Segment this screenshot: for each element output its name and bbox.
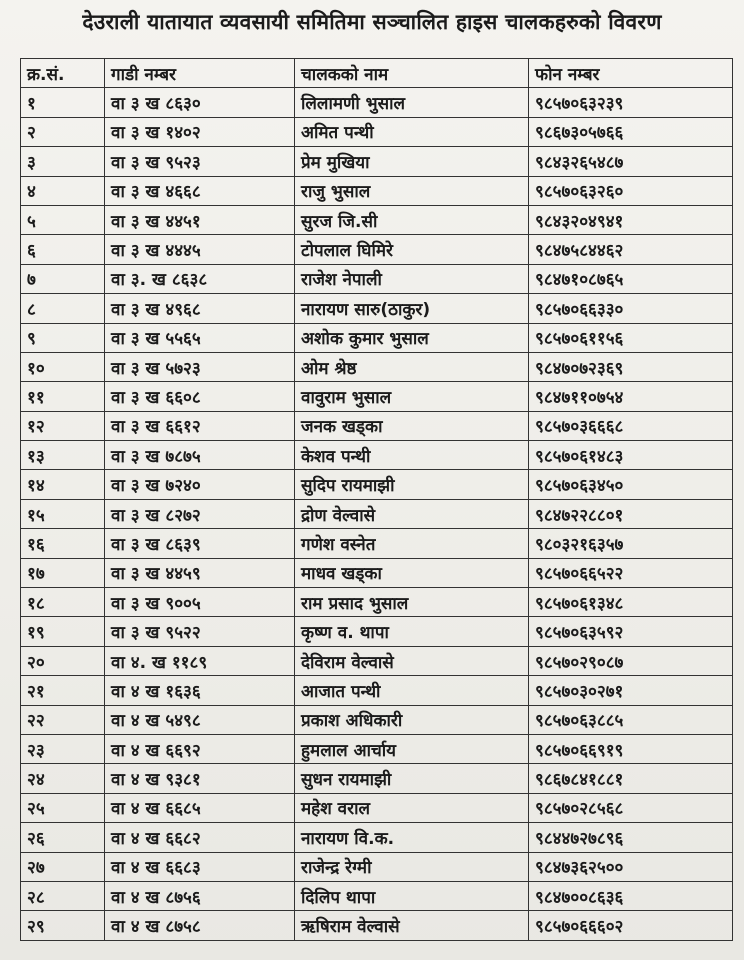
serial-cell: २४ [21,764,105,793]
table-row [21,676,733,705]
table-row [21,323,733,352]
vehicle-number-cell: वा ४ ख ५४९८ [105,705,295,734]
driver-name-cell: केशव पन्थी [295,441,529,470]
phone-number-cell: ९८४७३६२५०० [529,852,733,881]
driver-name-cell: टोपलाल घिमिरे [295,235,529,264]
driver-name-cell: ऋषिराम वेल्वासे [295,911,529,940]
driver-name-cell: राजेश नेपाली [295,264,529,293]
vehicle-number-cell: वा ३ ख ४४५१ [105,205,295,234]
vehicle-number-cell: वा ३ ख ६६१२ [105,411,295,440]
serial-cell: २९ [21,911,105,940]
vehicle-number-cell: वा ३ ख ५७२३ [105,352,295,381]
serial-cell: १० [21,352,105,381]
serial-cell: ९ [21,323,105,352]
driver-name-cell: सुदिप रायमाझी [295,470,529,499]
phone-number-cell: ९८५७०६१४८३ [529,441,733,470]
driver-table [20,58,733,941]
phone-number-cell: ९८४३२०४९४१ [529,205,733,234]
vehicle-number-cell: वा ३ ख ७२४० [105,470,295,499]
vehicle-number-cell: वा ३ ख ८२७२ [105,499,295,528]
phone-number-cell: ९८४४७२७८९६ [529,823,733,852]
driver-name-cell: नारायण सारु(ठाकुर) [295,294,529,323]
header-vehicle-number: गाडी नम्बर [105,59,295,88]
phone-number-cell: ९८४७११०७५४ [529,382,733,411]
driver-name-cell: प्रेम मुखिया [295,147,529,176]
table-row [21,793,733,822]
vehicle-number-cell: वा ३ ख ४४४५ [105,235,295,264]
table-row [21,470,733,499]
driver-name-cell: कृष्ण व. थापा [295,617,529,646]
vehicle-number-cell: वा ३ ख ४४५९ [105,558,295,587]
phone-number-cell: ९८५७०२८५६८ [529,793,733,822]
phone-number-cell: ९८५७०६११५६ [529,323,733,352]
serial-cell: २५ [21,793,105,822]
driver-name-cell: लिलामणी भुसाल [295,88,529,117]
driver-name-cell: अमित पन्थी [295,117,529,146]
vehicle-number-cell: वा ३ ख ९५२२ [105,617,295,646]
vehicle-number-cell: वा ४ ख ८७५८ [105,911,295,940]
serial-cell: ८ [21,294,105,323]
table-body [21,88,733,940]
serial-cell: ७ [21,264,105,293]
vehicle-number-cell: वा ४ ख ६६९२ [105,734,295,763]
vehicle-number-cell: वा ३ ख ४९६८ [105,294,295,323]
vehicle-number-cell: वा ३. ख ८६३८ [105,264,295,293]
serial-cell: १७ [21,558,105,587]
table-row [21,382,733,411]
header-phone-number: फोन नम्बर [529,59,733,88]
serial-cell: २१ [21,676,105,705]
table-row [21,734,733,763]
driver-name-cell: जनक खड्का [295,411,529,440]
driver-name-cell: नारायण वि.क. [295,823,529,852]
serial-cell: ४ [21,176,105,205]
serial-cell: ११ [21,382,105,411]
driver-name-cell: महेश वराल [295,793,529,822]
table-row [21,235,733,264]
serial-cell: १३ [21,441,105,470]
table-row [21,764,733,793]
driver-name-cell: ओम श्रेष्ठ [295,352,529,381]
phone-number-cell: ९८६७८४१८८१ [529,764,733,793]
vehicle-number-cell: वा ३ ख ८६३० [105,88,295,117]
vehicle-number-cell: वा ३ ख ४६६८ [105,176,295,205]
table-row [21,529,733,558]
vehicle-number-cell: वा ३ ख ८६३९ [105,529,295,558]
table-row [21,117,733,146]
serial-cell: १ [21,88,105,117]
phone-number-cell: ९८४७००८६३६ [529,881,733,910]
serial-cell: २२ [21,705,105,734]
driver-name-cell: वावुराम भुसाल [295,382,529,411]
driver-name-cell: दिलिप थापा [295,881,529,910]
phone-number-cell: ९८४७०७२३६९ [529,352,733,381]
phone-number-cell: ९८४७१०८७६५ [529,264,733,293]
driver-name-cell: देविराम वेल्वासे [295,646,529,675]
phone-number-cell: ९८५७०६६५२२ [529,558,733,587]
vehicle-number-cell: वा ३ ख ९००५ [105,588,295,617]
phone-number-cell: ९८४७५८४४६२ [529,235,733,264]
vehicle-number-cell: वा ४ ख ६६८२ [105,823,295,852]
vehicle-number-cell: वा ४ ख ९३८१ [105,764,295,793]
vehicle-number-cell: वा ३ ख ५५६५ [105,323,295,352]
driver-name-cell: हुमलाल आर्चाय [295,734,529,763]
phone-number-cell: ९८५७०६६३३० [529,294,733,323]
serial-cell: १९ [21,617,105,646]
table-row [21,147,733,176]
table-row [21,646,733,675]
phone-number-cell: ९८५७०६६९१९ [529,734,733,763]
table-row [21,441,733,470]
vehicle-number-cell: वा ३ ख ७८७५ [105,441,295,470]
serial-cell: २३ [21,734,105,763]
header-serial: क्र.सं. [21,59,105,88]
phone-number-cell: ९८४७२२८८०१ [529,499,733,528]
driver-name-cell: राम प्रसाद भुसाल [295,588,529,617]
driver-name-cell: माधव खड्का [295,558,529,587]
vehicle-number-cell: वा ४ ख ८७५६ [105,881,295,910]
table-header-row [21,59,733,88]
phone-number-cell: ९८५७०२९०८७ [529,646,733,675]
phone-number-cell: ९८०३२१६३५७ [529,529,733,558]
vehicle-number-cell: वा ४ ख ६६८३ [105,852,295,881]
driver-name-cell: द्रोण वेल्वासे [295,499,529,528]
table-row [21,499,733,528]
table-row [21,176,733,205]
vehicle-number-cell: वा ४. ख ११८९ [105,646,295,675]
table-row [21,411,733,440]
serial-cell: २८ [21,881,105,910]
phone-number-cell: ९८५७०६३२६० [529,176,733,205]
table-row [21,88,733,117]
table-row [21,264,733,293]
table-row [21,588,733,617]
driver-name-cell: गणेश वस्नेत [295,529,529,558]
table-row [21,352,733,381]
phone-number-cell: ९८५७०६३२३९ [529,88,733,117]
serial-cell: १५ [21,499,105,528]
header-driver-name: चालकको नाम [295,59,529,88]
vehicle-number-cell: वा ३ ख ६६०८ [105,382,295,411]
serial-cell: २ [21,117,105,146]
table-row [21,205,733,234]
driver-name-cell: सुरज जि.सी [295,205,529,234]
phone-number-cell: ९८५७०६६६०२ [529,911,733,940]
serial-cell: ३ [21,147,105,176]
driver-name-cell: सुधन रायमाझी [295,764,529,793]
serial-cell: १४ [21,470,105,499]
serial-cell: ६ [21,235,105,264]
phone-number-cell: ९८५७०६३४५० [529,470,733,499]
serial-cell: १२ [21,411,105,440]
driver-name-cell: प्रकाश अधिकारी [295,705,529,734]
document-title: देउराली यातायात व्यवसायी समितिमा सञ्चालित हाइस चालकहरुको विवरण [82,10,662,34]
phone-number-cell: ९८५७०६३५९२ [529,617,733,646]
serial-cell: १८ [21,588,105,617]
driver-name-cell: आजात पन्थी [295,676,529,705]
serial-cell: १६ [21,529,105,558]
vehicle-number-cell: वा ४ ख ६६८५ [105,793,295,822]
serial-cell: २७ [21,852,105,881]
serial-cell: ५ [21,205,105,234]
table-row [21,705,733,734]
serial-cell: २६ [21,823,105,852]
driver-name-cell: राजु भुसाल [295,176,529,205]
phone-number-cell: ९८५७०६१३४८ [529,588,733,617]
serial-cell: २० [21,646,105,675]
phone-number-cell: ९८६७३०५७६६ [529,117,733,146]
table-row [21,823,733,852]
table-row [21,558,733,587]
vehicle-number-cell: वा ३ ख १४०२ [105,117,295,146]
table-row [21,911,733,940]
phone-number-cell: ९८५७०३६६६८ [529,411,733,440]
table-row [21,294,733,323]
table-row [21,881,733,910]
phone-number-cell: ९८५७०६३८८५ [529,705,733,734]
phone-number-cell: ९८५७०३०२७१ [529,676,733,705]
phone-number-cell: ९८४३२६५४८७ [529,147,733,176]
driver-name-cell: राजेन्द्र रेग्मी [295,852,529,881]
driver-name-cell: अशोक कुमार भुसाल [295,323,529,352]
table-row [21,852,733,881]
vehicle-number-cell: वा ३ ख ९५२३ [105,147,295,176]
table-row [21,617,733,646]
vehicle-number-cell: वा ४ ख १६३६ [105,676,295,705]
